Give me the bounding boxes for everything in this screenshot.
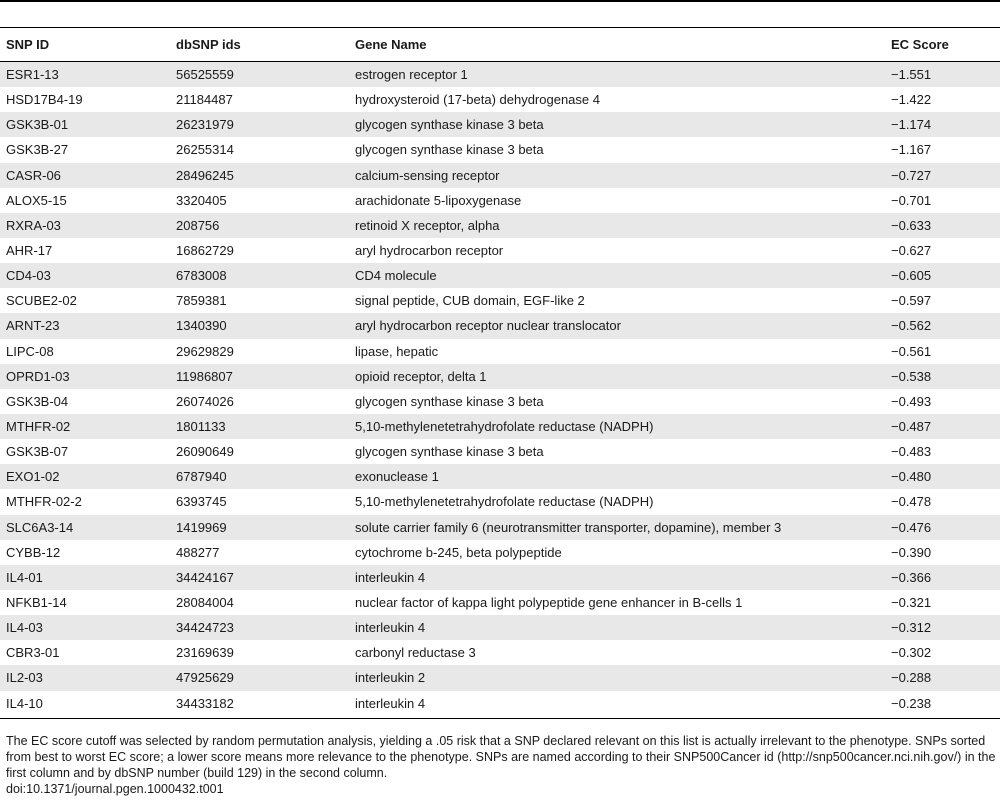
dbsnp-id-cell: 3320405: [170, 188, 349, 213]
gene-name-cell: opioid receptor, delta 1: [349, 364, 885, 389]
snp-table: [0, 62, 1000, 716]
dbsnp-id-cell: 7859381: [170, 288, 349, 313]
ec-score-cell: −0.701: [885, 188, 1000, 213]
snp-id-cell: ARNT-23: [0, 313, 170, 338]
ec-score-cell: −0.605: [885, 263, 1000, 288]
dbsnp-id-cell: 1419969: [170, 515, 349, 540]
ec-score-cell: −0.597: [885, 288, 1000, 313]
gene-name-cell: aryl hydrocarbon receptor nuclear translocator: [349, 313, 885, 338]
dbsnp-id-cell: 34424167: [170, 565, 349, 590]
gene-name-cell: CD4 molecule: [349, 263, 885, 288]
ec-score-cell: −0.483: [885, 439, 1000, 464]
table-row: [0, 665, 1000, 690]
dbsnp-id-cell: 1801133: [170, 414, 349, 439]
dbsnp-id-cell: 488277: [170, 540, 349, 565]
table-row: [0, 414, 1000, 439]
table-row: [0, 515, 1000, 540]
dbsnp-id-cell: 26074026: [170, 389, 349, 414]
table-row: [0, 691, 1000, 716]
gene-name-cell: 5,10-methylenetetrahydrofolate reductase (NADPH): [349, 489, 885, 514]
gene-name-cell: glycogen synthase kinase 3 beta: [349, 389, 885, 414]
ec-score-cell: −1.174: [885, 112, 1000, 137]
gene-name-cell: interleukin 4: [349, 565, 885, 590]
dbsnp-id-cell: 34424723: [170, 615, 349, 640]
table-row: [0, 464, 1000, 489]
snp-id-cell: IL2-03: [0, 665, 170, 690]
table-row: [0, 163, 1000, 188]
gene-name-cell: hydroxysteroid (17-beta) dehydrogenase 4: [349, 87, 885, 112]
dbsnp-id-cell: 21184487: [170, 87, 349, 112]
snp-id-cell: GSK3B-27: [0, 137, 170, 162]
ec-score-cell: −0.302: [885, 640, 1000, 665]
ec-score-cell: −0.312: [885, 615, 1000, 640]
table-top-rule: [0, 0, 1000, 2]
ec-score-cell: −1.167: [885, 137, 1000, 162]
table-row: [0, 112, 1000, 137]
table-row: [0, 565, 1000, 590]
snp-id-cell: GSK3B-01: [0, 112, 170, 137]
snp-id-cell: OPRD1-03: [0, 364, 170, 389]
dbsnp-id-cell: 26231979: [170, 112, 349, 137]
ec-score-cell: −0.478: [885, 489, 1000, 514]
header-ec-score: EC Score: [891, 37, 949, 52]
gene-name-cell: retinoid X receptor, alpha: [349, 213, 885, 238]
table-row: [0, 364, 1000, 389]
ec-score-cell: −1.551: [885, 62, 1000, 87]
snp-id-cell: CASR-06: [0, 163, 170, 188]
ec-score-cell: −0.288: [885, 665, 1000, 690]
table-row: [0, 313, 1000, 338]
footnote-text: The EC score cutoff was selected by random permutation analysis, yielding a .05 risk that a SNP declared relevant on this list is actually irrelevant to the phenotype. SNPs sorted from best to worst EC score; a lower score means more relevance to the phenotype. SNPs are named according to their SNP500Cancer id (http://snp500cancer.nci.nih.gov/) in the first column and by dbSNP number (build 129) in the second column.: [6, 734, 996, 780]
snp-id-cell: CBR3-01: [0, 640, 170, 665]
snp-id-cell: LIPC-08: [0, 339, 170, 364]
snp-id-cell: HSD17B4-19: [0, 87, 170, 112]
snp-id-cell: ESR1-13: [0, 62, 170, 87]
snp-id-cell: MTHFR-02-2: [0, 489, 170, 514]
snp-id-cell: EXO1-02: [0, 464, 170, 489]
table-row: [0, 640, 1000, 665]
gene-name-cell: glycogen synthase kinase 3 beta: [349, 137, 885, 162]
gene-name-cell: calcium-sensing receptor: [349, 163, 885, 188]
table-row: [0, 439, 1000, 464]
ec-score-cell: −0.627: [885, 238, 1000, 263]
dbsnp-id-cell: 47925629: [170, 665, 349, 690]
ec-score-cell: −0.238: [885, 691, 1000, 716]
snp-id-cell: CYBB-12: [0, 540, 170, 565]
dbsnp-id-cell: 26255314: [170, 137, 349, 162]
gene-name-cell: glycogen synthase kinase 3 beta: [349, 439, 885, 464]
snp-id-cell: IL4-01: [0, 565, 170, 590]
dbsnp-id-cell: 23169639: [170, 640, 349, 665]
snp-id-cell: GSK3B-07: [0, 439, 170, 464]
snp-id-cell: SCUBE2-02: [0, 288, 170, 313]
dbsnp-id-cell: 56525559: [170, 62, 349, 87]
snp-id-cell: RXRA-03: [0, 213, 170, 238]
gene-name-cell: interleukin 2: [349, 665, 885, 690]
table-row: [0, 489, 1000, 514]
gene-name-cell: estrogen receptor 1: [349, 62, 885, 87]
snp-id-cell: IL4-10: [0, 691, 170, 716]
ec-score-cell: −0.366: [885, 565, 1000, 590]
dbsnp-id-cell: 6787940: [170, 464, 349, 489]
ec-score-cell: −0.321: [885, 590, 1000, 615]
table-footnote: [6, 733, 1000, 797]
dbsnp-id-cell: 6393745: [170, 489, 349, 514]
gene-name-cell: signal peptide, CUB domain, EGF-like 2: [349, 288, 885, 313]
table-row: [0, 615, 1000, 640]
ec-score-cell: −0.487: [885, 414, 1000, 439]
ec-score-cell: −0.633: [885, 213, 1000, 238]
snp-id-cell: MTHFR-02: [0, 414, 170, 439]
ec-score-cell: −0.727: [885, 163, 1000, 188]
snp-id-cell: NFKB1-14: [0, 590, 170, 615]
table-row: [0, 62, 1000, 87]
ec-score-cell: −0.538: [885, 364, 1000, 389]
snp-id-cell: GSK3B-04: [0, 389, 170, 414]
dbsnp-id-cell: 1340390: [170, 313, 349, 338]
gene-name-cell: carbonyl reductase 3: [349, 640, 885, 665]
ec-score-cell: −0.493: [885, 389, 1000, 414]
gene-name-cell: lipase, hepatic: [349, 339, 885, 364]
dbsnp-id-cell: 34433182: [170, 691, 349, 716]
ec-score-cell: −1.422: [885, 87, 1000, 112]
table-row: [0, 188, 1000, 213]
table-row: [0, 590, 1000, 615]
table-header: [0, 28, 1000, 61]
dbsnp-id-cell: 28496245: [170, 163, 349, 188]
table-bottom-rule: [0, 718, 1000, 719]
ec-score-cell: −0.561: [885, 339, 1000, 364]
gene-name-cell: aryl hydrocarbon receptor: [349, 238, 885, 263]
ec-score-cell: −0.476: [885, 515, 1000, 540]
snp-id-cell: ALOX5-15: [0, 188, 170, 213]
gene-name-cell: interleukin 4: [349, 691, 885, 716]
dbsnp-id-cell: 208756: [170, 213, 349, 238]
dbsnp-id-cell: 16862729: [170, 238, 349, 263]
ec-score-cell: −0.480: [885, 464, 1000, 489]
ec-score-cell: −0.390: [885, 540, 1000, 565]
table-row: [0, 389, 1000, 414]
gene-name-cell: arachidonate 5-lipoxygenase: [349, 188, 885, 213]
snp-id-cell: CD4-03: [0, 263, 170, 288]
header-dbsnp-ids: dbSNP ids: [176, 37, 241, 52]
table-row: [0, 213, 1000, 238]
snp-id-cell: IL4-03: [0, 615, 170, 640]
dbsnp-id-cell: 28084004: [170, 590, 349, 615]
table-row: [0, 540, 1000, 565]
table-row: [0, 87, 1000, 112]
gene-name-cell: solute carrier family 6 (neurotransmitter transporter, dopamine), member 3: [349, 515, 885, 540]
snp-id-cell: SLC6A3-14: [0, 515, 170, 540]
header-snp-id: SNP ID: [6, 37, 50, 52]
footnote-doi: doi:10.1371/journal.pgen.1000432.t001: [6, 782, 224, 796]
table-row: [0, 339, 1000, 364]
header-gene-name: Gene Name: [355, 37, 427, 52]
dbsnp-id-cell: 11986807: [170, 364, 349, 389]
dbsnp-id-cell: 26090649: [170, 439, 349, 464]
dbsnp-id-cell: 6783008: [170, 263, 349, 288]
gene-name-cell: interleukin 4: [349, 615, 885, 640]
snp-id-cell: AHR-17: [0, 238, 170, 263]
gene-name-cell: exonuclease 1: [349, 464, 885, 489]
gene-name-cell: glycogen synthase kinase 3 beta: [349, 112, 885, 137]
table-row: [0, 288, 1000, 313]
dbsnp-id-cell: 29629829: [170, 339, 349, 364]
gene-name-cell: cytochrome b-245, beta polypeptide: [349, 540, 885, 565]
ec-score-cell: −0.562: [885, 313, 1000, 338]
gene-name-cell: nuclear factor of kappa light polypeptide gene enhancer in B-cells 1: [349, 590, 885, 615]
table-row: [0, 263, 1000, 288]
gene-name-cell: 5,10-methylenetetrahydrofolate reductase (NADPH): [349, 414, 885, 439]
table-row: [0, 238, 1000, 263]
table-row: [0, 137, 1000, 162]
